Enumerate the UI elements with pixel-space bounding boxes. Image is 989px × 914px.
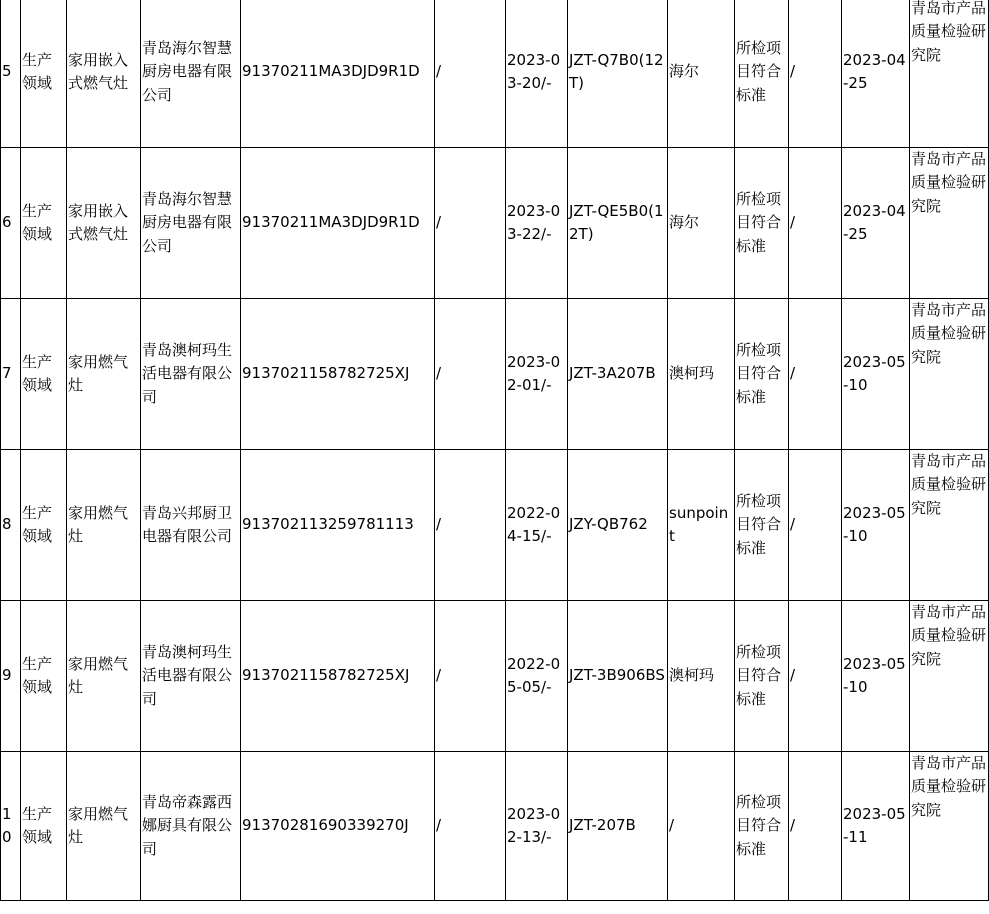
table-row bbox=[1, 601, 989, 752]
brand-cell: 海尔 bbox=[668, 0, 735, 148]
row-number: 10 bbox=[1, 752, 21, 901]
domain-cell: 生产领域 bbox=[21, 752, 67, 901]
model-cell: JZT-3A207B bbox=[568, 299, 668, 450]
brand-cell: 澳柯玛 bbox=[668, 601, 735, 752]
agency-cell: 青岛市产品质量检验研究院 bbox=[910, 752, 989, 901]
company-name-cell: 青岛澳柯玛生活电器有限公司 bbox=[141, 299, 241, 450]
spec-cell: / bbox=[435, 601, 506, 752]
note-cell: / bbox=[789, 601, 842, 752]
brand-cell: sunpoint bbox=[668, 450, 735, 601]
domain-cell: 生产领域 bbox=[21, 148, 67, 299]
credit-code-cell: 9137021158782725XJ bbox=[241, 601, 435, 752]
row-number: 9 bbox=[1, 601, 21, 752]
product-name-cell: 家用燃气灶 bbox=[67, 450, 141, 601]
production-date-cell: 2023-02-01/- bbox=[506, 299, 568, 450]
production-date-cell: 2022-04-15/- bbox=[506, 450, 568, 601]
production-date-cell: 2022-05-05/- bbox=[506, 601, 568, 752]
spec-cell: / bbox=[435, 752, 506, 901]
agency-cell: 青岛市产品质量检验研究院 bbox=[910, 148, 989, 299]
company-name-cell: 青岛兴邦厨卫电器有限公司 bbox=[141, 450, 241, 601]
domain-cell: 生产领域 bbox=[21, 0, 67, 148]
production-date-cell: 2023-02-13/- bbox=[506, 752, 568, 901]
domain-cell: 生产领域 bbox=[21, 601, 67, 752]
sample-date-cell: 2023-05-10 bbox=[842, 601, 910, 752]
company-name-cell: 青岛海尔智慧厨房电器有限公司 bbox=[141, 148, 241, 299]
model-cell: JZT-Q7B0(12T) bbox=[568, 0, 668, 148]
credit-code-cell: 91370281690339270J bbox=[241, 752, 435, 901]
model-cell: JZT-3B906BS bbox=[568, 601, 668, 752]
sample-date-cell: 2023-05-10 bbox=[842, 450, 910, 601]
domain-cell: 生产领域 bbox=[21, 450, 67, 601]
table-row bbox=[1, 148, 989, 299]
brand-cell: 澳柯玛 bbox=[668, 299, 735, 450]
spec-cell: / bbox=[435, 0, 506, 148]
result-cell: 所检项目符合标准 bbox=[735, 148, 789, 299]
sample-date-cell: 2023-04-25 bbox=[842, 0, 910, 148]
credit-code-cell: 9137021158782725XJ bbox=[241, 299, 435, 450]
model-cell: JZY-QB762 bbox=[568, 450, 668, 601]
note-cell: / bbox=[789, 450, 842, 601]
table-body bbox=[1, 0, 989, 901]
credit-code-cell: 913702113259781113 bbox=[241, 450, 435, 601]
company-name-cell: 青岛澳柯玛生活电器有限公司 bbox=[141, 601, 241, 752]
note-cell: / bbox=[789, 148, 842, 299]
product-name-cell: 家用燃气灶 bbox=[67, 601, 141, 752]
spec-cell: / bbox=[435, 299, 506, 450]
result-cell: 所检项目符合标准 bbox=[735, 752, 789, 901]
result-cell: 所检项目符合标准 bbox=[735, 0, 789, 148]
note-cell: / bbox=[789, 0, 842, 148]
product-name-cell: 家用嵌入式燃气灶 bbox=[67, 0, 141, 148]
credit-code-cell: 91370211MA3DJD9R1D bbox=[241, 0, 435, 148]
result-cell: 所检项目符合标准 bbox=[735, 299, 789, 450]
spec-cell: / bbox=[435, 148, 506, 299]
brand-cell: / bbox=[668, 752, 735, 901]
company-name-cell: 青岛帝森露西娜厨具有限公司 bbox=[141, 752, 241, 901]
table-row bbox=[1, 752, 989, 901]
note-cell: / bbox=[789, 299, 842, 450]
result-cell: 所检项目符合标准 bbox=[735, 450, 789, 601]
row-number: 6 bbox=[1, 148, 21, 299]
row-number: 8 bbox=[1, 450, 21, 601]
table-row bbox=[1, 0, 989, 148]
sample-date-cell: 2023-04-25 bbox=[842, 148, 910, 299]
product-name-cell: 家用燃气灶 bbox=[67, 299, 141, 450]
sample-date-cell: 2023-05-11 bbox=[842, 752, 910, 901]
sample-date-cell: 2023-05-10 bbox=[842, 299, 910, 450]
agency-cell: 青岛市产品质量检验研究院 bbox=[910, 299, 989, 450]
model-cell: JZT-QE5B0(12T) bbox=[568, 148, 668, 299]
row-number: 5 bbox=[1, 0, 21, 148]
agency-cell: 青岛市产品质量检验研究院 bbox=[910, 601, 989, 752]
product-name-cell: 家用燃气灶 bbox=[67, 752, 141, 901]
agency-cell: 青岛市产品质量检验研究院 bbox=[910, 450, 989, 601]
production-date-cell: 2023-03-20/- bbox=[506, 0, 568, 148]
table-row bbox=[1, 299, 989, 450]
agency-cell: 青岛市产品质量检验研究院 bbox=[910, 0, 989, 148]
result-cell: 所检项目符合标准 bbox=[735, 601, 789, 752]
table-row bbox=[1, 450, 989, 601]
domain-cell: 生产领域 bbox=[21, 299, 67, 450]
brand-cell: 海尔 bbox=[668, 148, 735, 299]
product-name-cell: 家用嵌入式燃气灶 bbox=[67, 148, 141, 299]
row-number: 7 bbox=[1, 299, 21, 450]
credit-code-cell: 91370211MA3DJD9R1D bbox=[241, 148, 435, 299]
spec-cell: / bbox=[435, 450, 506, 601]
model-cell: JZT-207B bbox=[568, 752, 668, 901]
note-cell: / bbox=[789, 752, 842, 901]
company-name-cell: 青岛海尔智慧厨房电器有限公司 bbox=[141, 0, 241, 148]
production-date-cell: 2023-03-22/- bbox=[506, 148, 568, 299]
